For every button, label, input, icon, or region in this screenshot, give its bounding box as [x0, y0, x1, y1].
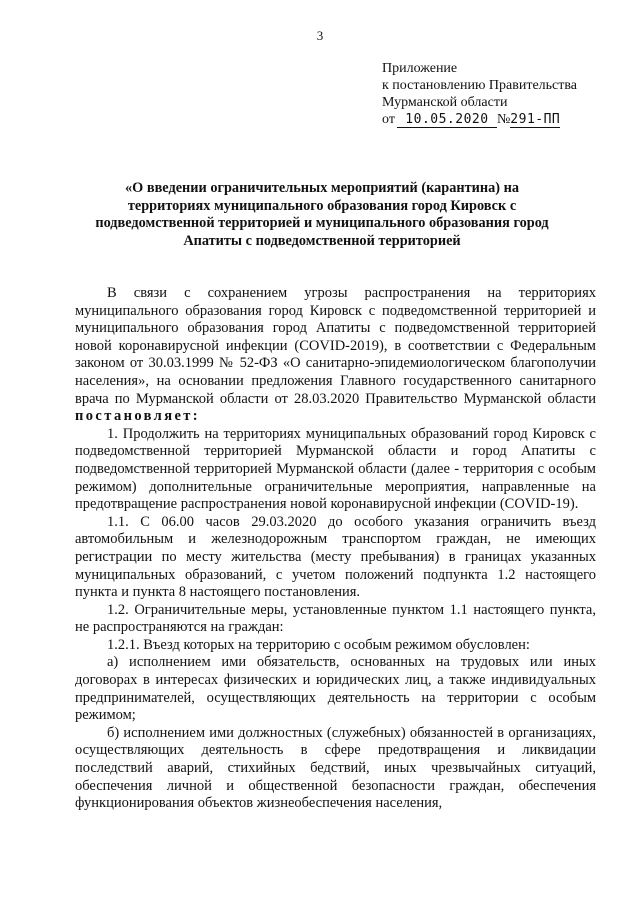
resolution-date: 10.05.2020 — [397, 113, 497, 128]
paragraph-1-2: 1.2. Ограничительные меры, установленные пунктом 1.1 настоящего пункта, не распространяются на граждан: — [75, 601, 596, 636]
paragraph-a: а) исполнением ими обязательств, основанных на трудовых или иных договорах в интересах физических и юридических лиц, а также индивидуальных предпринимателей, осуществляющих деятельность на территории с особым режимом; — [75, 654, 596, 724]
paragraph-b: б) исполнением ими должностных (служебных) обязанностей в организациях, осуществляющих деятельность в сфере предотвращения и ликвидации последствий аварий, стихийных бедствий, иных чрезвычайных ситуаций, обеспечения личной и общественной безопасности граждан, обеспечения функционирования объектов жизнеобеспечения населения, — [75, 724, 596, 812]
preamble-paragraph — [75, 285, 596, 426]
appendix-resolution-line: к постановлению Правительства — [382, 78, 578, 93]
paragraph-1: 1. Продолжить на территориях муниципальных образований город Кировск с подведомственной территорией Мурманской области и город Апатиты с подведомственной территорией Мурманской области (далее - территория с особым режимом) дополнительные ограничительные мероприятия, направленные на предотвращение распространения новой коронавирусной инфекции (COVID-19). — [75, 425, 596, 513]
appendix-label: Приложение — [382, 61, 458, 76]
number-prefix: № — [496, 112, 511, 127]
date-prefix: от — [382, 112, 395, 127]
document-title: «О введении ограничительных мероприятий (карантина) на территориях муниципального образования город Кировск с подведомственной территорией и муниципального образования город Апатиты с подведомственной территорией — [95, 180, 549, 249]
preamble-text: В связи с сохранением угрозы распространения на территориях муниципального образования город Кировск с подведомственной территорией и муниципального образования город Апатиты с подведомственной территорией новой коронавирусной инфекции (COVID-2019), в соответствии с Федеральным законом от 30.03.1999 № 52-ФЗ «О санитарно-эпидемиологическом благополучии населения», на основании предложения Главного государственного санитарного врача по Мурманской области от 28.03.2020 Правительство Мурманской области — [75, 285, 596, 407]
resolution-number: 291-ПП — [510, 112, 561, 127]
decree-word: постановляет: — [75, 408, 201, 425]
appendix-block — [382, 60, 577, 128]
document-body — [75, 285, 596, 813]
page-number: 3 — [316, 28, 324, 43]
appendix-date-line — [382, 111, 577, 128]
appendix-region-line: Мурманской области — [382, 95, 508, 110]
paragraph-1-1: 1.1. С 06.00 часов 29.03.2020 до особого указания ограничить въезд автомобильным и железнодорожным транспортом граждан, не имеющих регистрации по месту жительства (месту пребывания) в границах указанных муниципальных образований, с учетом положений подпункта 1.2 настоящего пункта и пункта 8 настоящего постановления. — [75, 513, 596, 601]
paragraph-1-2-1: 1.2.1. Въезд которых на территорию с особым режимом обусловлен: — [107, 636, 530, 653]
